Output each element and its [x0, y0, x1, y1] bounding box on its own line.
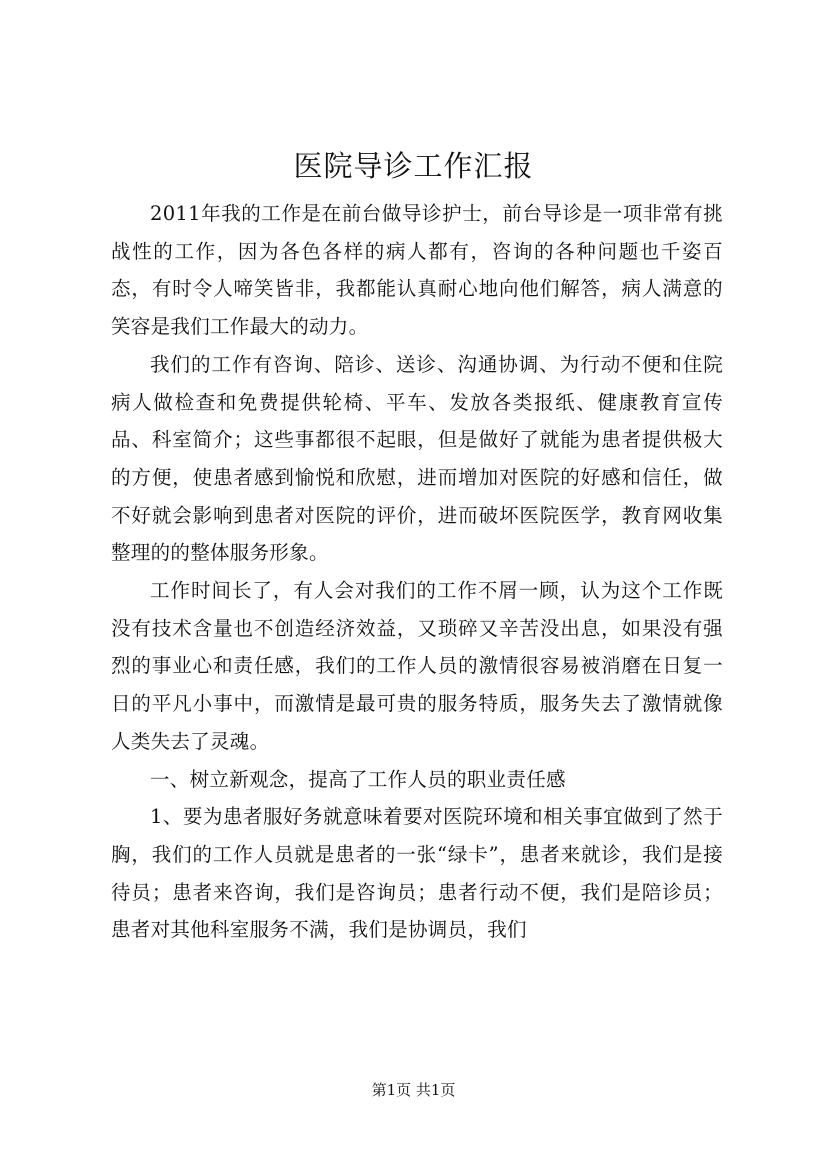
paragraph-passion: 工作时间长了，有人会对我们的工作不屑一顾，认为这个工作既没有技术含量也不创造经济效益，又琐碎又辛苦没出息，如果没有强烈的事业心和责任感，我们的工作人员的激情很容易被消磨在日复一日的平凡小事中，而激情是最可贵的服务特质，服务失去了激情就像人类失去了灵魂。: [111, 579, 723, 753]
page-number-footer: 第1页 共1页: [371, 1081, 456, 1099]
document-title: 医院导诊工作汇报: [293, 149, 534, 183]
document-body: [111, 195, 723, 949]
paragraph-point-1: 1、要为患者服好务就意味着要对医院环境和相关事宜做到了然于胸，我们的工作人员就是患者的一张“绿卡”，患者来就诊，我们是接待员；患者来咨询，我们是咨询员；患者行动不便，我们是陪诊员；患者对其他科室服务不满，我们是协调员，我们: [111, 805, 723, 942]
paragraph-intro: 2011年我的工作是在前台做导诊护士，前台导诊是一项非常有挑战性的工作，因为各色各样的病人都有，咨询的各种问题也千姿百态，有时令人啼笑皆非，我都能认真耐心地向他们解答，病人满意的笑容是我们工作最大的动力。: [111, 202, 723, 339]
section-heading: 一、树立新观念，提高了工作人员的职业责任感: [150, 767, 566, 791]
paragraph-duties: 我们的工作有咨询、陪诊、送诊、沟通协调、为行动不便和住院病人做检查和免费提供轮椅、平车、发放各类报纸、健康教育宣传品、科室简介；这些事都很不起眼，但是做好了就能为患者提供极大的方便，使患者感到愉悦和欣慰，进而增加对医院的好感和信任，做不好就会影响到患者对医院的评价，进而破坏医院医学，教育网收集整理的的整体服务形象。: [111, 352, 723, 565]
